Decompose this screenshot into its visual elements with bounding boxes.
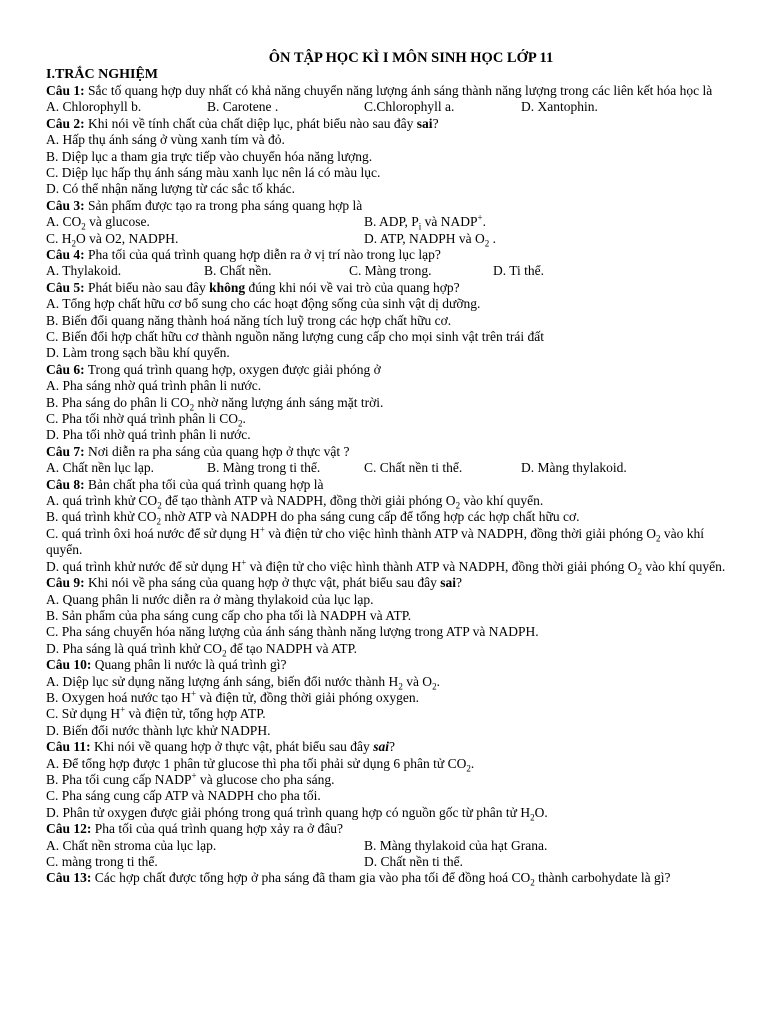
section-heading: I.TRẮC NGHIỆM — [46, 67, 159, 82]
question-text: Quang phân li nước là quá trình gì? — [91, 657, 287, 673]
option-d[interactable]: D. Ti thể. — [493, 263, 545, 279]
question-end: ? — [388, 739, 395, 755]
option-c[interactable]: C. Sử dụng H+ và điện tử, tổng hợp ATP. — [46, 704, 266, 722]
option-d[interactable]: D. Làm trong sạch bầu khí quyển. — [46, 345, 230, 361]
question-text: Phát biểu nào sau đây — [84, 279, 210, 295]
option-b[interactable]: B. Carotene . — [207, 99, 279, 115]
option-b[interactable]: B. Màng trong ti thể. — [207, 460, 321, 476]
question-6 — [46, 362, 736, 378]
exam-page — [46, 50, 736, 887]
question-12-options-ab — [46, 838, 736, 854]
question-number: Câu 12: — [46, 821, 92, 837]
option-a[interactable]: A. Thylakoid. — [46, 263, 122, 279]
question-text: Nơi diễn ra pha sáng của quang hợp ở thực vật ? — [84, 443, 350, 459]
question-8 — [46, 477, 736, 493]
option-a[interactable]: A. Tổng hợp chất hữu cơ bổ sung cho các hoạt động sống của sinh vật dị dưỡng. — [46, 296, 481, 312]
question-text: Khi nói về tính chất của chất diệp lục, phát biểu nào sau đây — [84, 115, 417, 131]
option-d[interactable]: D. Biến đổi nước thành lực khử NADPH. — [46, 722, 271, 738]
question-number: Câu 4: — [46, 247, 85, 263]
question-text: Pha tối của quá trình quang hợp xảy ra ở đâu? — [91, 821, 343, 837]
question-end: ? — [432, 115, 439, 131]
question-number: Câu 13: — [46, 870, 92, 886]
option-a[interactable]: A. Chlorophyll b. — [46, 99, 142, 115]
question-text-end: thành carbohydate là gì? — [534, 870, 671, 886]
option-a[interactable]: A. Chất nền stroma của lục lạp. — [46, 837, 217, 853]
option-d[interactable]: D. Chất nền ti thể. — [364, 854, 463, 869]
question-number: Câu 3: — [46, 197, 85, 213]
question-end: ? — [456, 575, 463, 591]
question-7-options — [46, 460, 736, 476]
question-9 — [46, 575, 736, 591]
option-d[interactable]: D. ATP, NADPH và $O_2$ . — [364, 230, 497, 249]
question-text: Khi nói về quang hợp ở thực vật, phát biểu sau đây — [90, 739, 374, 755]
option-a[interactable]: A. Để tổng hợp được 1 phân tử glucose thì pha tối phải sử dụng 6 phân tử $CO_2$. — [46, 755, 475, 774]
option-d[interactable]: D. Có thể nhận năng lượng từ các sắc tố khác. — [46, 181, 295, 197]
question-1 — [46, 83, 736, 99]
question-11 — [46, 739, 736, 755]
emphasis-word: sai — [373, 739, 389, 755]
question-3-options-cd — [46, 231, 736, 247]
option-b[interactable]: B. Sản phẩm của pha sáng cung cấp cho pha tối là NADPH và ATP. — [46, 607, 412, 623]
option-d[interactable]: D. Pha tối nhờ quá trình phân li nước. — [46, 427, 251, 443]
question-3 — [46, 198, 736, 214]
question-10 — [46, 657, 736, 673]
option-b[interactable]: B. Biến đổi quang năng thành hoá năng tích luỹ trong các hợp chất hữu cơ. — [46, 312, 452, 328]
emphasis-word: sai — [416, 115, 433, 131]
option-a[interactable]: A. Chất nền lục lạp. — [46, 460, 154, 476]
question-1-options — [46, 99, 736, 115]
question-13: Câu 13: Các hợp chất được tổng hợp ở pha sáng đã tham gia vào pha tối để đồng hoá $CO_2$ thành carbohydate là gì? — [46, 870, 671, 889]
option-b[interactable]: B. Chất nền. — [204, 263, 272, 279]
question-5 — [46, 280, 736, 296]
question-text: Trong quá trình quang hợp, oxygen được giải phóng ở — [84, 361, 381, 377]
question-4-options — [46, 263, 736, 279]
question-4 — [46, 247, 736, 263]
option-b[interactable]: B. Màng thylakoid của hạt Grana. — [364, 837, 548, 853]
option-b[interactable]: B. Diệp lục a tham gia trực tiếp vào chuyển hóa năng lượng. — [46, 148, 373, 164]
question-text: Sản phẩm được tạo ra trong pha sáng quang hợp là — [84, 197, 363, 213]
question-text: Bản chất pha tối của quá trình quang hợp là — [84, 476, 324, 492]
question-3-options-ab — [46, 214, 736, 230]
question-text: Sắc tố quang hợp duy nhất có khả năng chuyển năng lượng ánh sáng thành năng lượng trong các liên kết hóa học là — [84, 83, 713, 98]
option-d[interactable]: D. quá trình khử nước để sử dụng H+ và điện tử cho việc hình thành ATP và NADPH, đồng thời giải phóng $O_2$ vào khí quyển. — [46, 557, 726, 577]
emphasis-word: sai — [440, 575, 457, 591]
question-number: Câu 1: — [46, 83, 85, 98]
question-7 — [46, 444, 736, 460]
option-c[interactable]: C. Màng trong. — [349, 263, 432, 279]
option-d[interactable]: D. Màng thylakoid. — [521, 460, 627, 476]
option-c[interactable]: C. $H_2O$ và O2, NADPH. — [46, 230, 179, 249]
option-b[interactable]: B. quá trình khử $CO_2$ nhờ ATP và NADPH do pha sáng cung cấp để tổng hợp các hợp chất hữu cơ. — [46, 509, 580, 528]
question-2 — [46, 116, 736, 132]
option-c[interactable]: C. Pha sáng cung cấp ATP và NADPH cho pha tối. — [46, 788, 321, 804]
question-number: Câu 7: — [46, 443, 85, 459]
question-number: Câu 9: — [46, 575, 85, 591]
question-12-options-cd — [46, 854, 736, 870]
question-number: Câu 2: — [46, 115, 85, 131]
option-a[interactable]: A. Hấp thụ ánh sáng ở vùng xanh tím và đỏ. — [46, 132, 285, 148]
question-text: Các hợp chất được tổng hợp ở pha sáng đã tham gia vào pha tối để đồng hoá CO — [91, 870, 531, 886]
option-c[interactable]: C. Chất nền ti thể. — [364, 460, 463, 476]
question-number: Câu 8: — [46, 476, 85, 492]
option-b[interactable]: B. ADP, $P_i$ và NADP+. — [364, 212, 486, 232]
option-c[interactable]: C. Pha tối nhờ quá trình phân li $CO_2$. — [46, 411, 246, 429]
option-d[interactable]: D. Xantophin. — [521, 99, 598, 115]
option-a[interactable]: A. Diệp lục sử dụng năng lượng ánh sáng, biến đổi nước thành $H_2$ và $O_2$. — [46, 673, 440, 692]
option-d[interactable]: D. Phân tử oxygen được giải phóng trong quá trình quang hợp có nguồn gốc từ phân tử $H_2O$. — [46, 804, 548, 823]
option-b[interactable]: B. Oxygen hoá nước tạo H+ và điện tử, đồng thời giải phóng oxygen. — [46, 688, 419, 705]
question-number: Câu 6: — [46, 361, 85, 377]
option-b[interactable]: B. Pha sáng do phân li $CO_2$ nhờ năng lượng ánh sáng mặt trời. — [46, 394, 384, 413]
option-c[interactable]: C. quá trình ôxi hoá nước để sử dụng H+ và điện tử cho việc hình thành ATP và NADPH, đồng thời giải phóng $O_2$ vào khí quyển. — [46, 524, 704, 558]
option-a[interactable]: A. quá trình khử $CO_2$ để tạo thành ATP và NADPH, đồng thời giải phóng $O_2$ vào khí quyển. — [46, 493, 544, 511]
page-title: ÔN TẬP HỌC KÌ I MÔN SINH HỌC LỚP 11 — [268, 50, 554, 66]
option-a[interactable]: A. $CO_2$ và glucose. — [46, 214, 150, 232]
question-number: Câu 10: — [46, 657, 92, 673]
option-a[interactable]: A. Pha sáng nhờ quá trình phân li nước. — [46, 378, 262, 394]
option-a[interactable]: A. Quang phân li nước diễn ra ở màng thylakoid của lục lạp. — [46, 591, 374, 607]
question-12 — [46, 821, 736, 837]
option-c[interactable]: C. màng trong ti thể. — [46, 854, 158, 869]
option-c[interactable]: C.Chlorophyll a. — [364, 99, 455, 115]
question-number: Câu 11: — [46, 739, 91, 755]
option-c[interactable]: C. Diệp lục hấp thụ ánh sáng màu xanh lục nên lá có màu lục. — [46, 165, 381, 181]
emphasis-word: không — [209, 279, 246, 295]
option-d[interactable]: D. Pha sáng là quá trình khử $CO_2$ để tạo NADPH và ATP. — [46, 640, 358, 659]
question-number: Câu 5: — [46, 279, 85, 295]
option-b[interactable]: B. Pha tối cung cấp NADP+ và glucose cho pha sáng. — [46, 770, 335, 787]
option-c[interactable]: C. Pha sáng chuyển hóa năng lượng của ánh sáng thành năng lượng trong ATP và NADPH. — [46, 624, 539, 640]
option-c[interactable]: C. Biến đổi hợp chất hữu cơ thành nguồn năng lượng cung cấp cho mọi sinh vật trên trái đất — [46, 329, 544, 345]
question-text: Khi nói về pha sáng của quang hợp ở thực vật, phát biểu sau đây — [84, 575, 441, 591]
question-end: đúng khi nói về vai trò của quang hợp? — [245, 279, 460, 295]
question-text: Pha tối của quá trình quang hợp diễn ra ở vị trí nào trong lục lạp? — [84, 247, 441, 263]
